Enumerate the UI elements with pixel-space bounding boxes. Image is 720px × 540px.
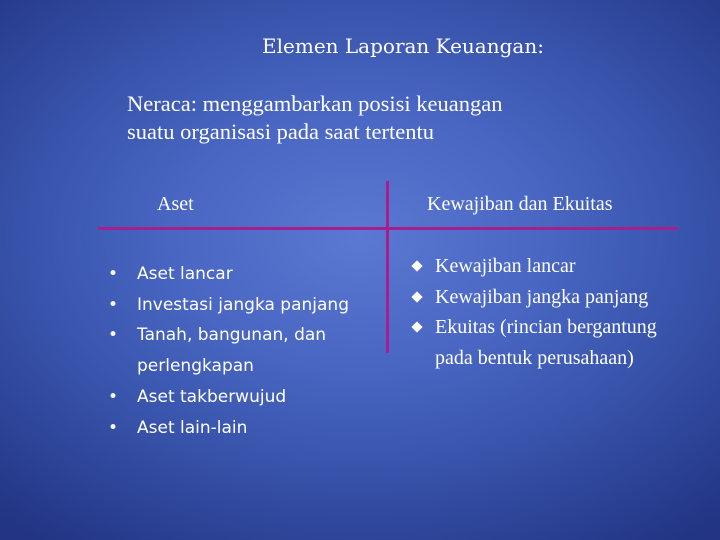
- list-item-label: Aset lain-lain: [137, 417, 248, 438]
- subtitle-line-1: Neraca: menggambarkan posisi keuangan: [127, 91, 503, 116]
- list-item-label: Aset takberwujud: [137, 386, 287, 407]
- list-item: [108, 413, 393, 444]
- diamond-bullet-icon: [411, 291, 422, 302]
- list-item-label: Investasi jangka panjang: [137, 294, 349, 315]
- list-item: [413, 312, 713, 373]
- aset-list: [108, 259, 393, 443]
- slide-subtitle: [127, 90, 647, 146]
- column-heading-kewajiban-ekuitas: Kewajiban dan Ekuitas: [427, 193, 613, 215]
- list-item-label: Ekuitas (rincian bergantung: [435, 316, 657, 338]
- kewajiban-ekuitas-list: [413, 251, 713, 373]
- bullet-icon: •: [108, 417, 119, 438]
- list-item-label: Aset lancar: [137, 264, 233, 284]
- bullet-icon: •: [108, 294, 119, 315]
- subtitle-line-2: suatu organisasi pada saat tertentu: [127, 119, 434, 144]
- list-item-label-continued: pada bentuk perusahaan): [435, 346, 634, 369]
- list-item: [108, 320, 393, 381]
- list-item-label: Kewajiban jangka panjang: [435, 285, 649, 308]
- list-item-label: Tanah, bangunan, dan: [137, 325, 327, 346]
- diamond-bullet-icon: [411, 260, 422, 271]
- bullet-icon: •: [108, 386, 119, 407]
- list-item: [413, 251, 713, 282]
- list-item: [108, 290, 393, 321]
- list-item: [108, 259, 393, 290]
- bullet-icon: •: [108, 264, 119, 284]
- bullet-icon: •: [108, 325, 119, 346]
- slide-title: Elemen Laporan Keuangan:: [262, 34, 544, 58]
- list-item: [108, 382, 393, 413]
- column-heading-aset: Aset: [157, 193, 194, 215]
- list-item-label: Kewajiban lancar: [435, 255, 576, 277]
- diamond-bullet-icon: [411, 321, 422, 332]
- list-item-label-continued: perlengkapan: [137, 356, 254, 377]
- list-item: [413, 282, 713, 313]
